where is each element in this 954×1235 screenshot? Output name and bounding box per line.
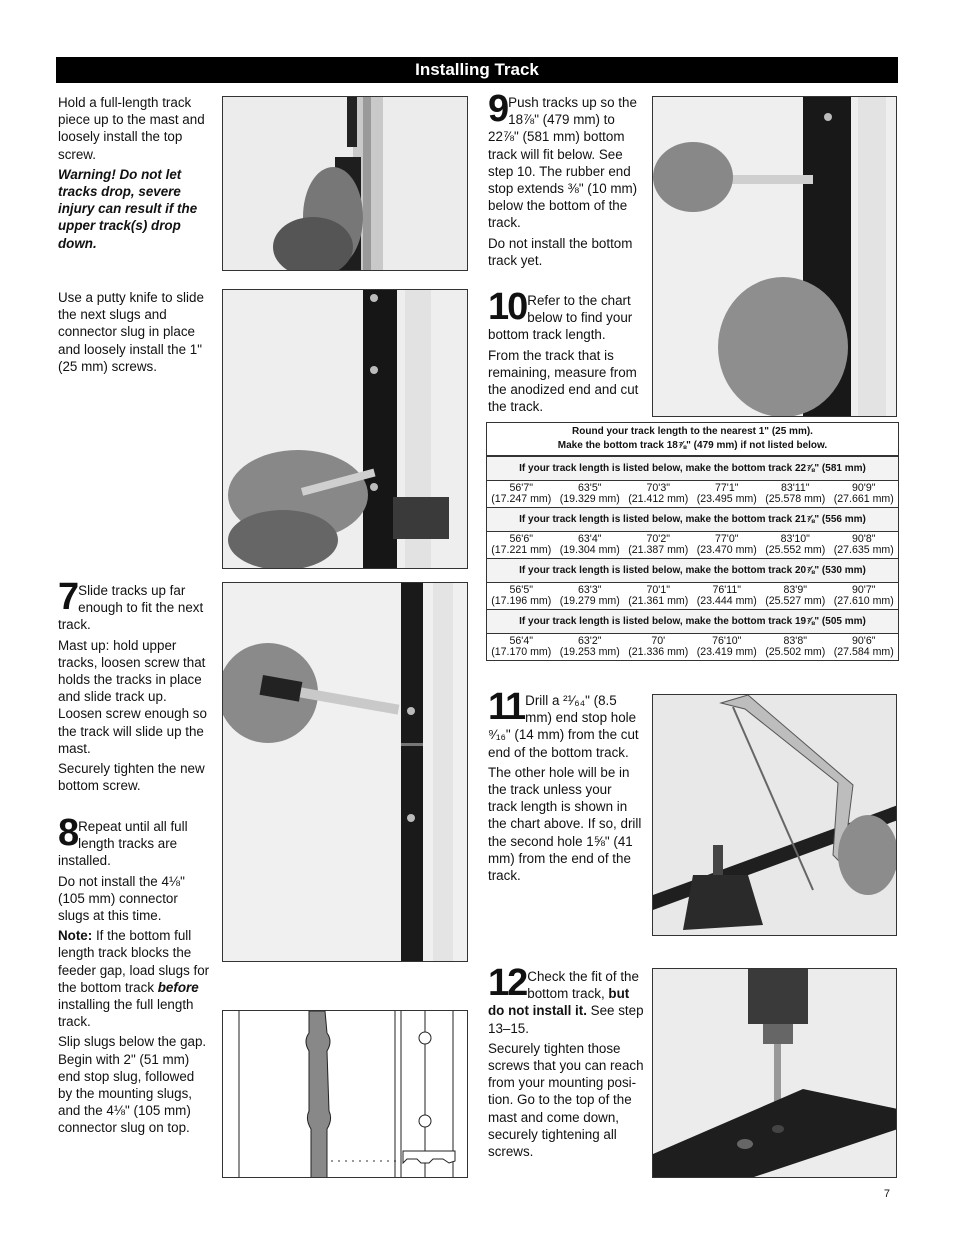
chart-cell-feet: 56'5" (509, 584, 533, 596)
chart-cell-mm: (19.329 mm) (559, 493, 620, 505)
intro-block (58, 94, 208, 255)
step9-number: 9 (488, 88, 508, 130)
step8-p3: Slip slugs below the gap. Begin with 2" (51 mm) end stop slug, followed by the mounting slugs, and the 4⅛" (105 mm) connector slug on top. (58, 1034, 207, 1136)
chart-cell-mm: (25.527 mm) (765, 595, 826, 607)
chart-cell-feet: 90'7" (852, 584, 876, 596)
chart-cell-mm: (17.247 mm) (491, 493, 552, 505)
step11-lead: Drill a ²¹⁄₆₄" (8.5 mm) end stop hole ⁹⁄₁₆" (14 mm) from the cut end of the bottom track. (488, 693, 639, 760)
warning-text: Warning! Do not let tracks drop, severe injury can result if the upper track(s) drop down. (58, 166, 198, 251)
chart-cell-feet: 83'8" (783, 635, 807, 647)
chart-cell-feet: 70'2" (646, 533, 670, 545)
chart-row (487, 481, 898, 507)
chart-group-header: If your track length is listed below, make the bottom track 22⅞" (581 mm) (487, 456, 898, 481)
photo-drill-hole (652, 968, 897, 1178)
chart-cell-mm: (19.304 mm) (559, 544, 620, 556)
chart-cell-mm: (21.361 mm) (628, 595, 689, 607)
chart-cell (830, 481, 899, 507)
chart-cell-feet: 76'10" (712, 635, 742, 647)
photo-hold-track-art (223, 97, 468, 271)
step8-note (58, 927, 210, 1030)
chart-cell-mm: (21.387 mm) (628, 544, 689, 556)
chart-cell (487, 481, 556, 507)
chart-cell-mm: (25.552 mm) (765, 544, 826, 556)
photo-putty-knife (222, 289, 468, 569)
chart-cell-feet: 70'3" (646, 482, 670, 494)
chart-cell (693, 481, 762, 507)
chart-cell (830, 634, 899, 660)
chart-row (487, 583, 898, 609)
chart-cell-feet: 83'10" (780, 533, 810, 545)
step8-p1: Do not install the 4⅛" (105 mm) connector slugs at this time. (58, 873, 185, 924)
step9-p1: Do not install the bottom track yet. (488, 235, 633, 268)
step7-number: 7 (58, 576, 78, 618)
step10-lead: Refer to the chart below to find your bottom track length. (488, 293, 633, 343)
chart-cell-mm: (21.412 mm) (628, 493, 689, 505)
chart-cell-mm: (19.279 mm) (559, 595, 620, 607)
chart-cell (830, 532, 899, 558)
chart-group-header: If your track length is listed below, make the bottom track 21⅞" (556 mm) (487, 507, 898, 532)
chart-cell (487, 634, 556, 660)
step10-number: 10 (488, 286, 527, 328)
photo-push-tracks (652, 96, 897, 417)
chart-cell-feet: 77'0" (715, 533, 739, 545)
chart-cell (487, 583, 556, 609)
chart-cell-feet: 77'1" (715, 482, 739, 494)
chart-cell (761, 481, 830, 507)
chart-cell-feet: 63'2" (578, 635, 602, 647)
chart-cell (624, 532, 693, 558)
chart-cell-feet: 90'6" (852, 635, 876, 647)
chart-cell-feet: 76'11" (712, 584, 742, 596)
step12-number: 12 (488, 962, 527, 1004)
step9-block (488, 88, 643, 272)
step12-block (488, 962, 646, 1163)
step11-number: 11 (488, 686, 525, 728)
step8-block (58, 812, 210, 1140)
chart-title-line2: Make the bottom track 18⅞" (479 mm) if not listed below. (557, 440, 828, 451)
chart-cell-mm: (27.661 mm) (833, 493, 894, 505)
chart-cell-feet: 56'6" (509, 533, 533, 545)
step12-lead-a: Check the fit of the bottom track, (527, 969, 639, 1002)
chart-cell-feet: 70' (651, 635, 666, 647)
chart-cell (624, 634, 693, 660)
photo-hold-track (222, 96, 468, 271)
chart-cell-feet: 70'1" (646, 584, 670, 596)
chart-cell (556, 634, 625, 660)
chart-row (487, 532, 898, 558)
diagram-slug-gap-art (223, 1011, 468, 1178)
step8-lead: Repeat until all full length tracks are installed. (58, 819, 188, 869)
putty-text: Use a putty knife to slide the next slugs and connector slug in place and loosely install the 1" (25 mm) screws. (58, 290, 204, 374)
chart-cell-mm: (23.470 mm) (696, 544, 757, 556)
chart-cell-feet: 90'8" (852, 533, 876, 545)
chart-row (487, 634, 898, 660)
step12-lead-bold: but do not install it. (488, 986, 630, 1019)
page-number: 7 (883, 1188, 890, 1200)
note-emphasis: before (157, 979, 199, 995)
chart-cell (693, 634, 762, 660)
step11-p1: The other hole will be in the track unless your track length is shown in the chart above. If so, drill the second hole 1⅝" (41 mm) from the end of the track. (488, 764, 642, 884)
chart-cell-feet: 56'7" (509, 482, 533, 494)
step8-number: 8 (58, 812, 78, 854)
chart-cell (624, 583, 693, 609)
chart-cell (693, 532, 762, 558)
chart-cell (830, 583, 899, 609)
chart-cell-mm: (23.495 mm) (696, 493, 757, 505)
chart-cell-feet: 83'11" (780, 482, 810, 494)
chart-cell (761, 532, 830, 558)
chart-cell-feet: 63'3" (578, 584, 602, 596)
chart-cell-mm: (17.170 mm) (491, 646, 552, 658)
section-title: Installing Track (56, 57, 898, 83)
photo-slide-tracks-art (223, 583, 468, 962)
photo-slide-tracks (222, 582, 468, 962)
note-text-b: installing the full length track. (58, 997, 194, 1030)
chart-cell-mm: (23.444 mm) (696, 595, 757, 607)
note-label: Note: (58, 928, 93, 944)
step7-p2: Securely tighten the new bottom screw. (58, 761, 205, 794)
chart-cell (556, 583, 625, 609)
chart-cell (761, 583, 830, 609)
step7-p1: Mast up: hold upper tracks, loosen screw that holds the tracks in place and slide track up. Loosen screw enough so the track will slide up the mast. (58, 637, 207, 756)
chart-cell (693, 583, 762, 609)
chart-cell (761, 634, 830, 660)
chart-cell-mm: (17.196 mm) (491, 595, 552, 607)
step7-block (58, 576, 208, 797)
chart-cell-mm: (25.578 mm) (765, 493, 826, 505)
chart-cell (556, 532, 625, 558)
photo-saw-cut-art (653, 695, 897, 936)
chart-title-line1: Round your track length to the nearest 1" (25 mm). (572, 426, 813, 437)
chart-cell-mm: (27.635 mm) (833, 544, 894, 556)
photo-push-tracks-art (653, 97, 897, 417)
note-text-a: If the bottom full length track blocks the feeder gap, load slugs for the bottom track (58, 928, 210, 995)
step12-lead-c: See step 13–15. (488, 1003, 644, 1036)
chart-cell (556, 481, 625, 507)
chart-cell (487, 532, 556, 558)
chart-cell-mm: (17.221 mm) (491, 544, 552, 556)
chart-title (487, 423, 898, 456)
intro-text: Hold a full-length track piece up to the mast and loosely install the top screw. (58, 95, 205, 162)
chart-groups (487, 456, 898, 660)
chart-group-header: If your track length is listed below, make the bottom track 20⅞" (530 mm) (487, 558, 898, 583)
chart-cell-feet: 83'9" (783, 584, 807, 596)
photo-saw-cut (652, 694, 897, 936)
chart-cell-feet: 63'4" (578, 533, 602, 545)
chart-group-header: If your track length is listed below, make the bottom track 19⅞" (505 mm) (487, 609, 898, 634)
chart-cell (624, 481, 693, 507)
photo-drill-hole-art (653, 969, 897, 1178)
step10-block (488, 286, 643, 418)
chart-cell-feet: 90'9" (852, 482, 876, 494)
step11-block (488, 686, 643, 887)
chart-cell-feet: 63'5" (578, 482, 602, 494)
chart-cell-mm: (19.253 mm) (559, 646, 620, 658)
putty-block (58, 289, 208, 378)
step12-p1: Securely tighten those screws that you can reach from your mounting posi-tion. Go to the top of the mast and come down, securely tightening all screws. (488, 1040, 644, 1160)
chart-cell-mm: (25.502 mm) (765, 646, 826, 658)
step9-lead: Push tracks up so the 18⅞" (479 mm) to 22⅞" (581 mm) bottom track will fit below. See step 10. The rubber end stop extends ⅜" (10 mm) below the bottom of the track. (488, 95, 638, 231)
track-length-chart (486, 422, 899, 661)
chart-cell-feet: 56'4" (509, 635, 533, 647)
step7-lead: Slide tracks up far enough to fit the next track. (58, 583, 204, 633)
chart-cell-mm: (21.336 mm) (628, 646, 689, 658)
diagram-slug-gap (222, 1010, 468, 1178)
chart-cell-mm: (27.584 mm) (833, 646, 894, 658)
chart-cell-mm: (23.419 mm) (696, 646, 757, 658)
photo-putty-knife-art (223, 290, 468, 569)
step10-p1: From the track that is remaining, measure from the anodized end and cut the track. (488, 347, 639, 415)
chart-cell-mm: (27.610 mm) (833, 595, 894, 607)
